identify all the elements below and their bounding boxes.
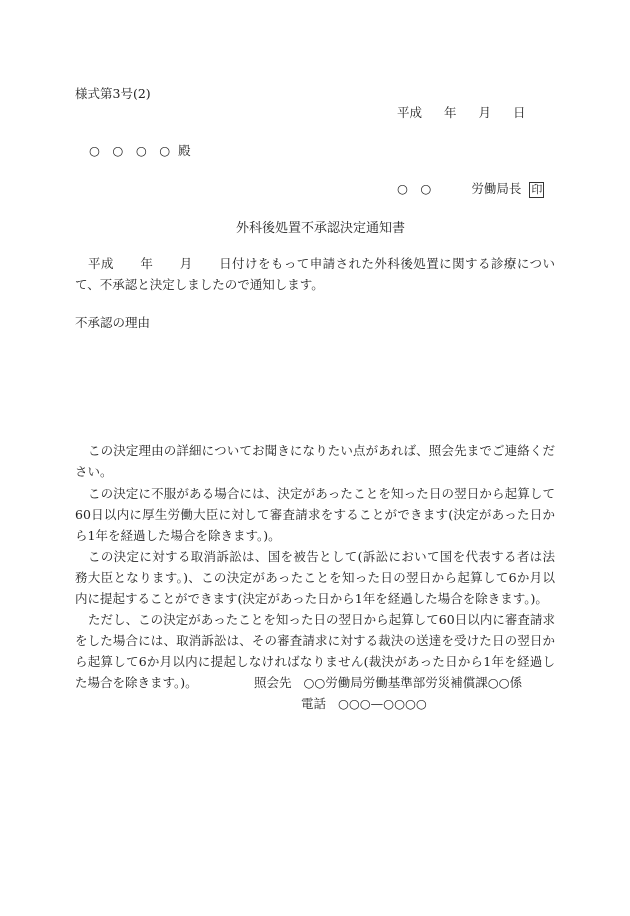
seal-stamp: 印: [531, 183, 543, 196]
addressee-name: ○ ○ ○ ○: [89, 143, 171, 158]
appeal-paragraph-2: この決定に対する取消訴訟は、国を被告として(訴訟において国を代表する者は法務大臣となります。)、この決定があったことを知った日の翌日から起算して6か月以内に提起することができます(決定があった日から1年を経過した場合を除きます。)。: [75, 549, 555, 606]
date-month: 月: [478, 105, 492, 120]
document-title: 外科後処置不承認決定通知書: [236, 221, 406, 236]
reason-heading: 不承認の理由: [75, 315, 151, 330]
phone-label: 電話: [301, 696, 327, 711]
intro-era: 平成: [88, 256, 114, 271]
phone-value: ○○○—○○○○: [337, 696, 427, 711]
addressee-honorific: 殿: [178, 143, 191, 158]
date-line: [397, 103, 526, 121]
date-year: 年: [444, 105, 457, 120]
inquiry-value: ○○労働局労働基準部労災補償課○○係: [303, 675, 523, 690]
date-era: 平成: [397, 105, 423, 120]
intro-month: 月: [179, 256, 193, 271]
intro-text: 日付けをもって申請された外科後処置に関する診療について、不承認と決定しましたので通知します。: [75, 256, 555, 292]
inquiry-phone: [301, 694, 427, 712]
inquiry-contact: [254, 673, 522, 691]
sender-title: 労働局長: [471, 181, 522, 196]
form-number: 様式第3号(2): [75, 86, 151, 101]
sender-prefix: ○ ○: [397, 181, 432, 196]
intro-paragraph: [75, 253, 555, 295]
intro-year: 年: [139, 256, 154, 271]
appeal-paragraph-3: ただし、この決定があったことを知った日の翌日から起算して60日以内に審査請求をした場合には、取消訴訟は、その審査請求に対する裁決の送達を受けた日の翌日から起算して6か月以内に提起しなければなりません(裁決があった日から1年を経過した場合を除きます。)。: [75, 612, 555, 690]
addressee: [89, 141, 191, 159]
inquiry-label: 照会先: [254, 675, 292, 690]
contact-note: この決定理由の詳細についてお聞きになりたい点があれば、照会先までご連絡ください。: [75, 443, 555, 479]
date-day: 日: [513, 105, 526, 120]
appeal-paragraph-1: この決定に不服がある場合には、決定があったことを知った日の翌日から起算して60日以内に厚生労働大臣に対して審査請求をすることができます(決定があった日から1年を経過した場合を除きます。)。: [75, 486, 555, 543]
sender: [397, 179, 544, 198]
